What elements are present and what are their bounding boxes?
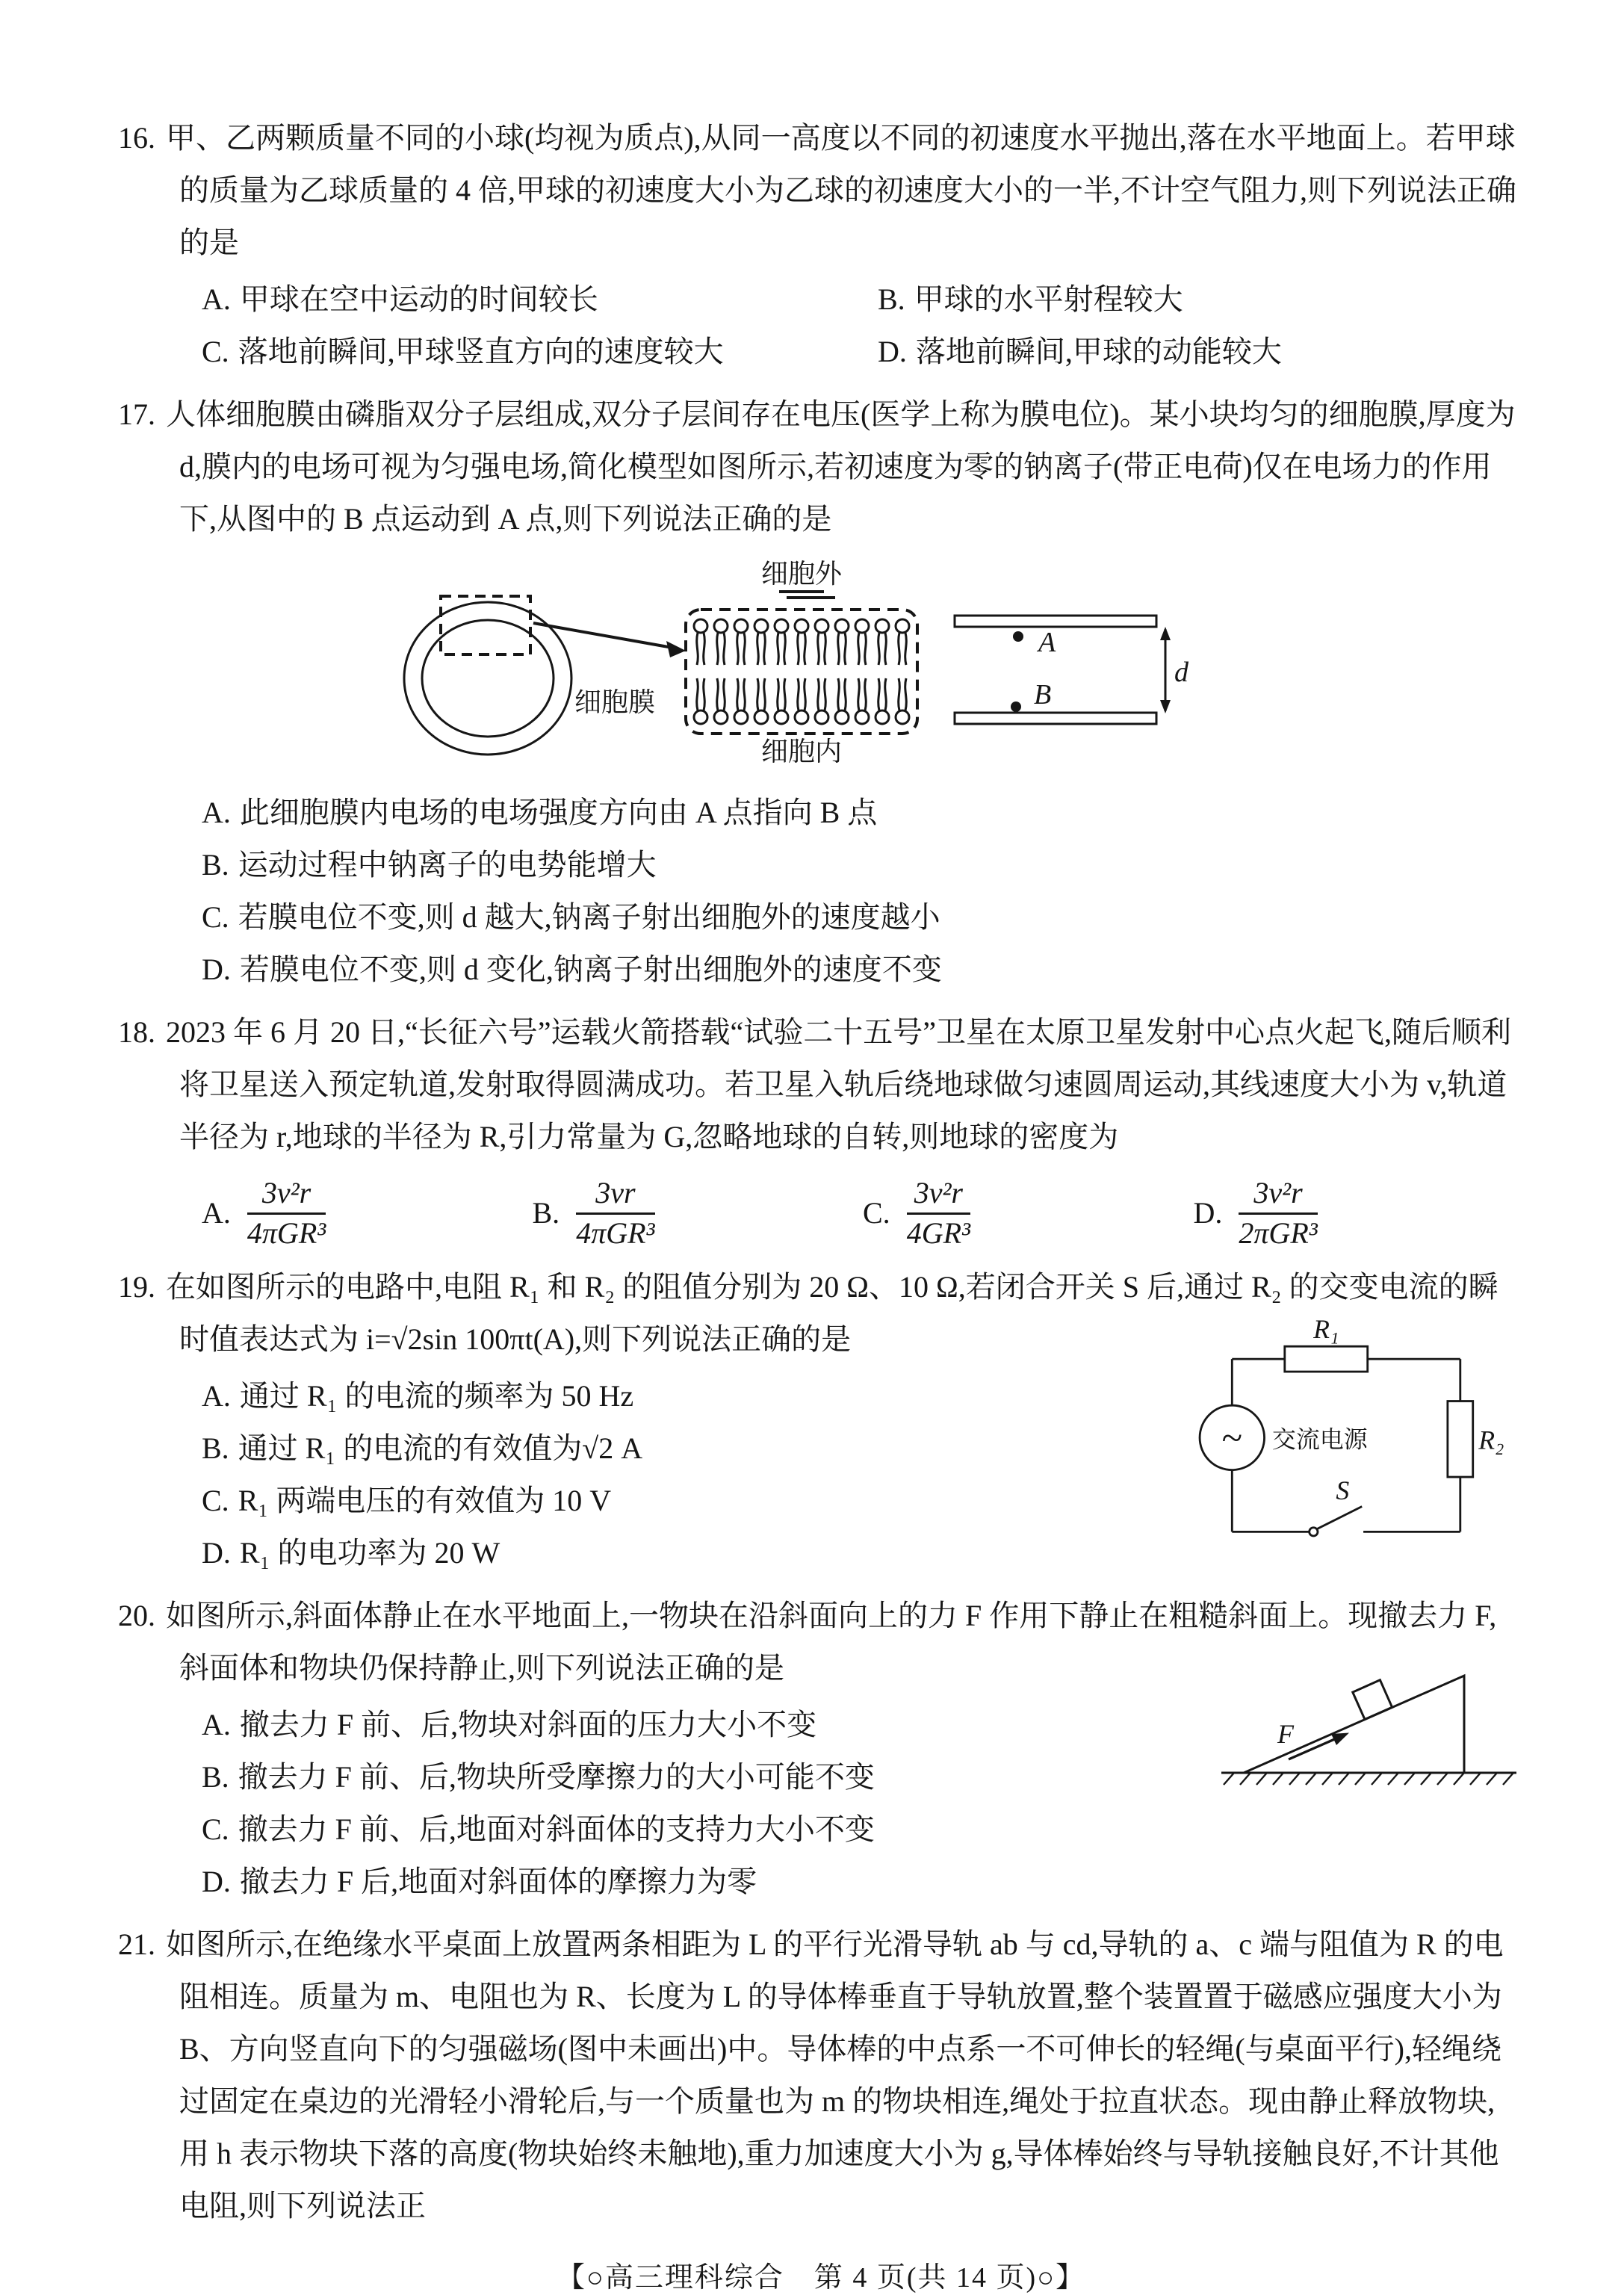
q19-option-b-text: 通过 R₁ 的电流的有效值为√2 A: [238, 1431, 643, 1465]
q19-option-b-label: B.: [202, 1431, 229, 1465]
q17-option-a-text: 此细胞膜内电场的电场强度方向由 A 点指向 B 点: [239, 796, 878, 829]
q19-figure: [1165, 1302, 1516, 1588]
q18-option-b-fraction: [576, 1177, 654, 1251]
ac-symbol: ~: [1221, 1416, 1243, 1458]
q18-option-d-label: D.: [1193, 1196, 1223, 1230]
fraction-bar: [576, 1212, 654, 1215]
q16-option-d-text: 落地前瞬间,甲球的动能较大: [915, 335, 1282, 368]
q19-option-a-label: A.: [202, 1378, 231, 1413]
r2-label: R₂: [1478, 1425, 1504, 1455]
q16-option-a-label: A.: [202, 282, 231, 316]
q18-option-a-denominator: 4πGR³: [247, 1215, 326, 1250]
q20-option-a-label: A.: [202, 1707, 231, 1741]
q18-options: [202, 1177, 1524, 1251]
q18-option-c-denominator: 4GR³: [906, 1215, 970, 1250]
q18-option-d-denominator: 2πGR³: [1239, 1215, 1318, 1250]
q20-figure: [1218, 1661, 1524, 1815]
q20-option-b-text: 撤去力 F 前、后,物块所受摩擦力的大小可能不变: [238, 1759, 875, 1794]
q21-number: 21.: [118, 1927, 155, 1961]
q18-option-d-numerator: 3v²r: [1253, 1176, 1303, 1210]
q18-option-c: [863, 1177, 1194, 1251]
q16-option-b-label: B.: [878, 282, 905, 316]
incline-figure: [1218, 1661, 1524, 1799]
q16-number: 16.: [118, 121, 155, 155]
q17-option-a-label: A.: [202, 796, 231, 829]
q20-option-a-text: 撤去力 F 前、后,物块对斜面的压力大小不变: [239, 1707, 817, 1741]
q19-stem-text: 在如图所示的电路中,电阻 R₁ 和 R₂ 的阻值分别为 20 Ω、10 Ω,若闭合开关 S 后,通过 R₂ 的交变电流的瞬时值表达式为 i=√2sin 100πt(A),则下列说法正确的是: [166, 1269, 1499, 1356]
question-20: [118, 1590, 1524, 1908]
q17-option-a: [202, 787, 1524, 839]
q16-option-b-text: 甲球的水平射程较大: [914, 282, 1183, 316]
q18-option-c-fraction: [907, 1177, 970, 1251]
force-f-label: F: [1277, 1718, 1294, 1749]
q16-option-b: [878, 273, 1524, 326]
q17-figure: [387, 553, 1524, 782]
q16-option-c-text: 落地前瞬间,甲球竖直方向的速度较大: [238, 335, 724, 368]
q16-option-c: [202, 326, 878, 378]
q17-option-b-text: 运动过程中钠离子的电势能增大: [238, 848, 657, 882]
q20-stem-text: 如图所示,斜面体静止在水平地面上,一物块在沿斜面向上的力 F 作用下静止在粗糙斜面上。现撤去力 F,斜面体和物块仍保持静止,则下列说法正确的是: [166, 1598, 1497, 1685]
question-16: [118, 112, 1524, 378]
q17-stem-text: 人体细胞膜由磷脂双分子层组成,双分子层间存在电压(医学上称为膜电位)。某小块均匀的细胞膜,厚度为 d,膜内的电场可视为匀强电场,简化模型如图所示,若初速度为零的钠离子(带正电荷)仅在电场力的作用下,从图中的 B 点运动到 A 点,则下列说法正确的是: [166, 397, 1516, 536]
q18-option-b-denominator: 4πGR³: [576, 1215, 655, 1250]
q18-option-a-numerator: 3v²r: [261, 1176, 312, 1210]
q19-option-c-label: C.: [202, 1483, 229, 1517]
question-17: [118, 388, 1524, 996]
cell-icon: [404, 596, 686, 755]
q16-option-a-text: 甲球在空中运动的时间较长: [239, 282, 598, 316]
q18-option-b-numerator: 3vr: [595, 1176, 636, 1210]
q16-options: [202, 273, 1524, 378]
q20-option-d: [202, 1856, 1524, 1908]
q19-option-c-text: R₁ 两端电压的有效值为 10 V: [238, 1483, 612, 1517]
point-b-label: B: [1034, 679, 1052, 710]
q20-option-d-label: D.: [202, 1864, 231, 1898]
q17-option-d: [202, 944, 1524, 996]
q18-option-a: [202, 1177, 533, 1251]
page-footer: 【○高三理科综合 第 4 页(共 14 页)○】: [556, 2261, 1086, 2294]
ground-hatching: [1224, 1773, 1513, 1785]
q18-option-a-label: A.: [202, 1196, 231, 1230]
q17-options: [202, 787, 1524, 996]
q17-option-b-label: B.: [202, 848, 229, 882]
cell-membrane-figure: [387, 553, 1209, 766]
q17-option-d-text: 若膜电位不变,则 d 变化,钠离子射出细胞外的速度不变: [239, 953, 942, 986]
point-a-label: A: [1038, 627, 1056, 658]
q18-stem: [118, 1006, 1524, 1163]
q16-option-c-label: C.: [202, 335, 229, 368]
inside-cell-label: 细胞内: [760, 737, 843, 766]
q19-number: 19.: [118, 1269, 155, 1304]
q18-option-d: [1194, 1177, 1525, 1251]
ac-source-label: 交流电源: [1271, 1426, 1368, 1453]
resistor-r1-icon: [1285, 1346, 1368, 1372]
q16-option-a: [202, 273, 878, 326]
q21-stem: [118, 1918, 1524, 2232]
switch-label: S: [1336, 1475, 1350, 1505]
q19-option-d-text: R₁ 的电功率为 20 W: [239, 1535, 500, 1570]
q18-number: 18.: [118, 1015, 155, 1049]
q18-stem-text: 2023 年 6 月 20 日,“长征六号”运载火箭搭载“试验二十五号”卫星在太原卫星发射中心点火起飞,随后顺利将卫星送入预定轨道,发射取得圆满成功。若卫星入轨后绕地球做匀速圆周运动,其线速度大小为 v,轨道半径为 r,地球的半径为 R,引力常量为 G,忽略地球的自转,则地球的密度为: [166, 1015, 1512, 1153]
outside-cell-label: 细胞外: [760, 559, 843, 589]
q20-option-b-label: B.: [202, 1759, 229, 1794]
q18-option-b-label: B.: [532, 1196, 560, 1230]
q18-option-b: [533, 1177, 864, 1251]
q20-option-c-text: 撤去力 F 前、后,地面对斜面体的支持力大小不变: [238, 1812, 875, 1846]
bilayer-icon: [686, 592, 917, 734]
q16-stem-text: 甲、乙两颗质量不同的小球(均视为质点),从同一高度以不同的初速度水平抛出,落在水平地面上。若甲球的质量为乙球质量的 4 倍,甲球的初速度大小为乙球的初速度大小的一半,不计空气阻力,则下列说法正确的是: [166, 121, 1516, 259]
switch-icon: [1310, 1506, 1363, 1535]
q17-number: 17.: [118, 397, 155, 431]
q18-option-d-fraction: [1239, 1177, 1317, 1251]
fraction-bar: [1239, 1212, 1317, 1215]
q16-stem: [118, 112, 1524, 269]
q16-option-d: [878, 326, 1524, 378]
q18-option-a-fraction: [247, 1177, 326, 1251]
q17-option-c-label: C.: [202, 900, 229, 934]
q17-option-d-label: D.: [202, 953, 231, 986]
q21-stem-text: 如图所示,在绝缘水平桌面上放置两条相距为 L 的平行光滑导轨 ab 与 cd,导轨的 a、c 端与阻值为 R 的电阻相连。质量为 m、电阻也为 R、长度为 L 的导体棒垂直于导轨放置,整个装置置于磁感应强度大小为 B、方向竖直向下的匀强磁场(图中未画出)中。导体棒的中点系一不可伸长的轻绳(与桌面平行),轻绳绕过固定在桌边的光滑轻小滑轮后,与一个质量也为 m 的物块相连,绳处于拉直状态。现由静止释放物块,用 h 表示物块下落的高度(物块始终未触地),重力加速度大小为 g,导体棒始终与导轨接触良好,不计其他电阻,则下列说法正: [166, 1927, 1504, 2223]
q16-option-d-label: D.: [878, 335, 907, 368]
q18-option-c-label: C.: [863, 1196, 890, 1230]
q17-stem: [118, 388, 1524, 545]
incline-icon: [1221, 1676, 1516, 1773]
q20-option-c-label: C.: [202, 1812, 229, 1846]
question-19: [118, 1261, 1524, 1579]
q18-option-c-numerator: 3v²r: [914, 1176, 963, 1210]
q20-number: 20.: [118, 1598, 155, 1632]
plates-icon: [955, 616, 1171, 724]
q17-option-c: [202, 891, 1524, 944]
q17-option-b: [202, 839, 1524, 891]
resistor-r2-icon: [1448, 1401, 1473, 1477]
force-arrow-icon: [1289, 1732, 1349, 1759]
question-18: [118, 1006, 1524, 1251]
fraction-bar: [247, 1212, 326, 1215]
question-21: [118, 1918, 1524, 2232]
q17-option-c-text: 若膜电位不变,则 d 越大,钠离子射出细胞外的速度越小: [238, 900, 940, 934]
q19-option-a-text: 通过 R₁ 的电流的频率为 50 Hz: [239, 1378, 634, 1413]
q19-option-d-label: D.: [202, 1535, 231, 1570]
fraction-bar: [907, 1212, 970, 1215]
membrane-label: 细胞膜: [574, 687, 656, 717]
r1-label: R₁: [1313, 1313, 1339, 1344]
ac-circuit-figure: [1165, 1302, 1516, 1571]
q20-option-d-text: 撤去力 F 后,地面对斜面体的摩擦力为零: [239, 1864, 757, 1898]
distance-d-label: d: [1174, 657, 1188, 688]
